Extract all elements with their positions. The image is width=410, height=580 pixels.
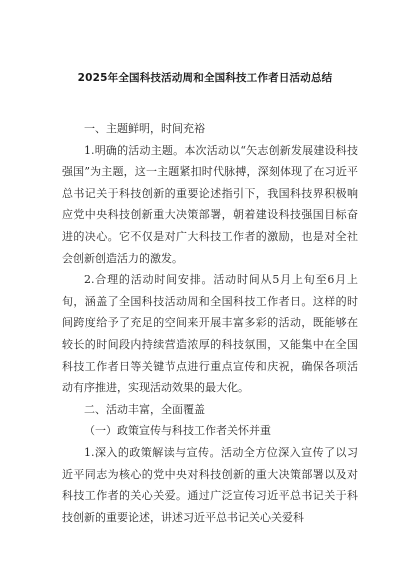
paragraph-1: 1.明确的活动主题。本次活动以“矢志创新发展建设科技强国”为主题，这一主题紧扣时代脉搏，深刻体现了在习近平总书记关于科技创新的重要论述指引下，我国科技界积极响应党中央科技创新重大决策部署，朝着建设科技强国目标奋进的决心。它不仅是对广大科技工作者的激励，也是对全社会创新创造活力的激发。 bbox=[62, 143, 358, 265]
subsection-heading-1: （一）政策宣传与科技工作者关怀并重 bbox=[84, 424, 271, 438]
document-title: 2025年全国科技活动周和全国科技工作者日活动总结 bbox=[77, 72, 333, 84]
section-heading-2: 二、活动丰富，全面覆盖 bbox=[84, 402, 205, 416]
document-body bbox=[62, 118, 358, 528]
section-heading-1: 一、主题鲜明，时间充裕 bbox=[84, 122, 205, 135]
paragraph-2: 2.合理的活动时间安排。活动时间从5月上旬至6月上旬，涵盖了全国科技活动周和全国科技工作者日。这样的时间跨度给予了充足的空间来开展丰富多彩的活动，既能够在较长的时间段内持续营造浓厚的科技氛围，又能集中在全国科技工作者日等关键节点进行重点宣传和庆祝，确保各项活动有序推进，实现活动效果的最大化。 bbox=[62, 273, 358, 395]
paragraph-3: 1.深入的政策解读与宣传。活动全方位深入宣传了以习近平同志为核心的党中央对科技创新的重大决策部署以及对科技工作者的关心关爱。通过广泛宣传习近平总书记关于科技创新的重要论述，讲述习近平总书记关心关爱科 bbox=[62, 445, 358, 524]
